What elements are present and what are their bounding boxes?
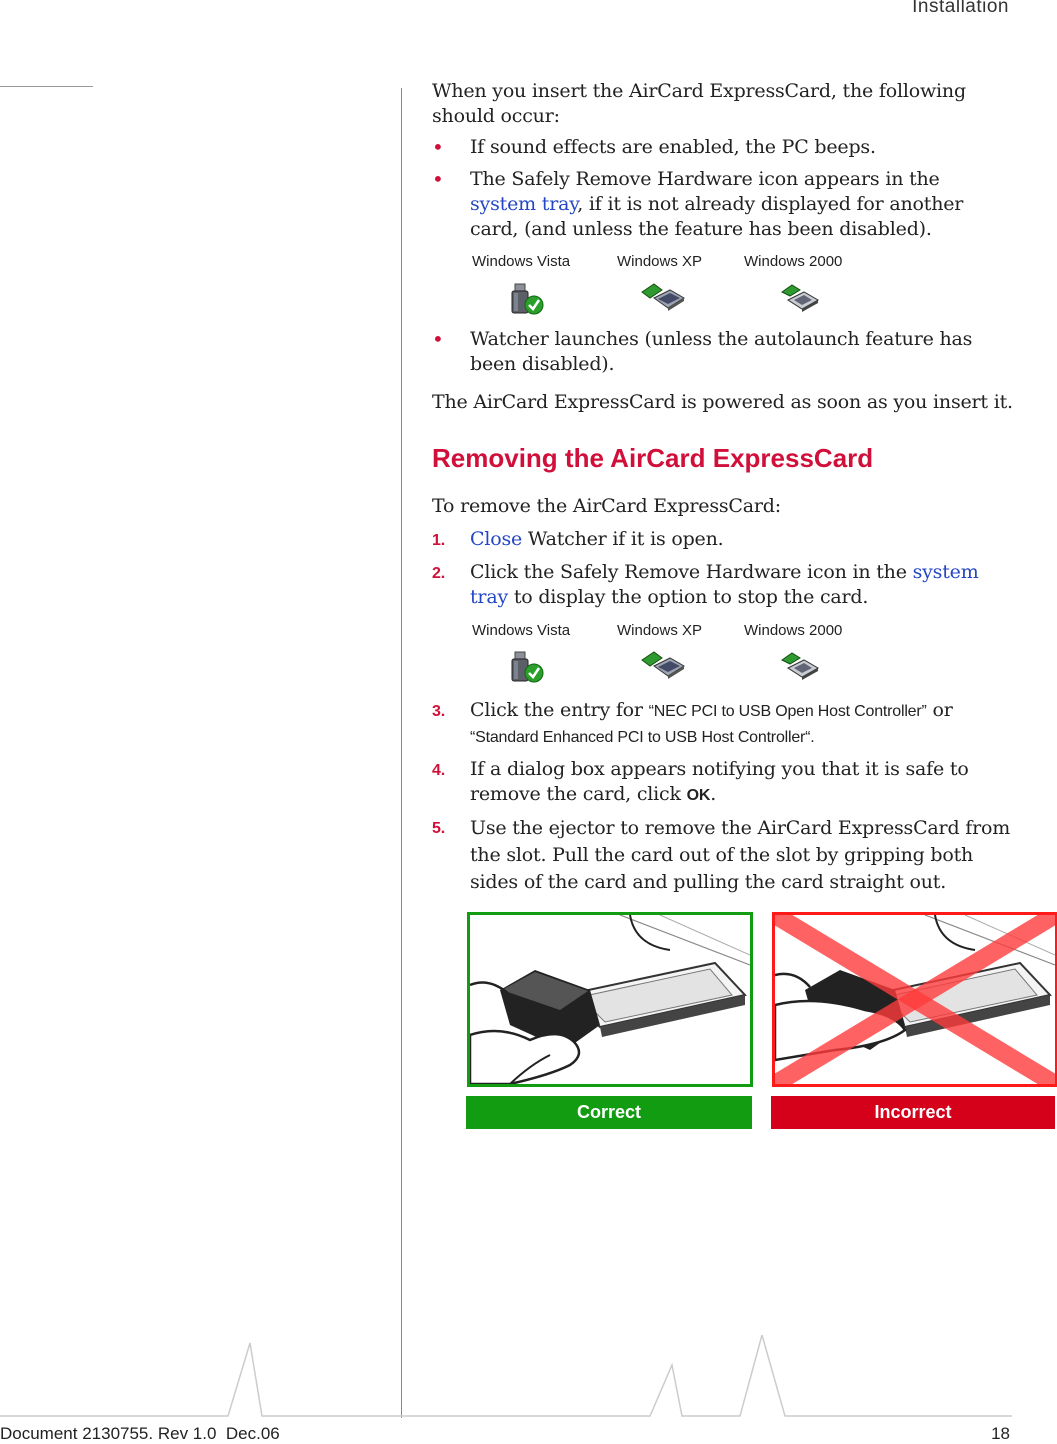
step-number: 2. [432,565,445,582]
bullet-marker: • [432,167,444,191]
safely-remove-xp-icon [640,282,686,312]
running-header: Installation [912,0,1009,17]
step-text: If a dialog box appears notifying you that it is safe to remove the card, click [470,758,969,805]
section-heading: Removing the AirCard ExpressCard [432,443,874,473]
step-item [432,815,1012,893]
step-number: 1. [432,532,445,549]
bullet-item [432,135,1012,161]
step-text: . [710,783,717,805]
ok-ui-label: OK [686,787,711,804]
section-intro: To remove the AirCard ExpressCard: [432,495,781,517]
incorrect-illustration [772,912,1057,1087]
step-number: 4. [432,762,445,779]
usb-safely-remove-vista-icon [508,650,546,686]
step-text: Watcher if it is open. [522,528,724,550]
os-label-xp: Windows XP [617,253,703,270]
safely-remove-2000-icon [780,650,820,682]
safely-remove-2000-icon [780,282,820,314]
os-label-vista: Windows Vista [472,253,571,270]
bullet-text: Watcher launches (unless the autolaunch feature has been disabled). [470,328,973,375]
step-number: 3. [432,703,445,720]
margin-rule [401,88,402,1418]
step-number: 5. [432,820,445,837]
step-text: Click the entry for [470,699,649,721]
bullet-marker: • [432,135,444,159]
intro-paragraph: When you insert the AirCard ExpressCard, the following should occur: [432,80,966,127]
os-label-xp: Windows XP [617,622,703,639]
os-label-2000: Windows 2000 [744,622,843,639]
step-item [432,560,1012,608]
usb-safely-remove-vista-icon [508,282,546,318]
incorrect-caption: Incorrect [771,1096,1055,1129]
step-item [432,757,1012,805]
ui-entry-nec: “NEC PCI to USB Open Host Controller” [648,703,927,720]
bullet-marker: • [432,327,444,351]
footer-document: Document 2130755. Rev 1.0 Dec.06 [0,1424,280,1443]
powered-paragraph: The AirCard ExpressCard is powered as soon as you insert it. [432,391,1013,413]
os-label-vista: Windows Vista [472,622,571,639]
step-text: to display the option to stop the card. [507,586,869,608]
system-tray-link[interactable]: system tray [470,561,979,608]
correct-illustration [467,912,753,1087]
bullet-text: , if it is not already displayed for another card, (and unless the feature has been disabled). [470,193,964,240]
page-number: 18 [991,1424,1010,1443]
close-watcher-link[interactable]: Close [470,528,523,550]
bullet-text: If sound effects are enabled, the PC beeps. [470,136,876,158]
step-text: Click the Safely Remove Hardware icon in the [470,561,913,583]
os-label-2000: Windows 2000 [744,253,843,270]
bullet-item [432,327,1007,375]
step-item [432,698,1022,746]
system-tray-link[interactable]: system tray [470,193,578,215]
correct-caption: Correct [466,1096,752,1129]
header-rule [0,86,93,87]
ui-entry-standard: “Standard Enhanced PCI to USB Host Controller“. [470,729,815,746]
bullet-text: The Safely Remove Hardware icon appears in the [470,168,940,190]
step-item [432,527,1012,553]
safely-remove-xp-icon [640,650,686,680]
bullet-item [432,167,1007,240]
step-text: Use the ejector to remove the AirCard ExpressCard from the slot. Pull the card out of the slot by gripping both sides of the card and pulling the card straight out. [470,817,1011,893]
step-text: or [926,699,953,721]
